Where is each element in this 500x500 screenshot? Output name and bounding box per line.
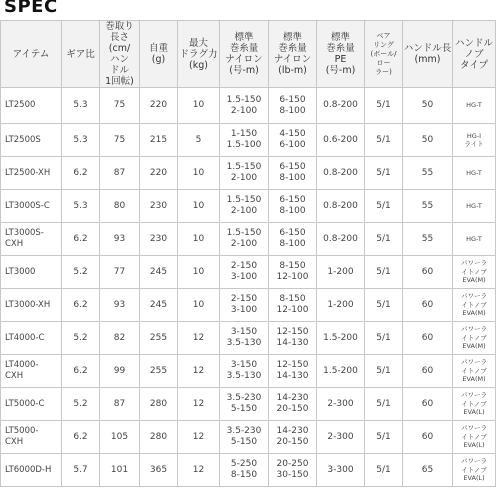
table-cell: 5.3 [62,124,100,157]
table-cell: 6-150 8-100 [269,223,317,256]
table-cell: 99 [100,355,140,388]
column-header: アイテム [1,21,62,88]
table-cell: 60 [403,322,453,355]
column-header: 標準 巻糸量 ナイロン (号-m) [220,21,269,88]
table-row [1,322,496,355]
table-cell: 1-200 [317,289,365,322]
table-cell: 10 [178,190,220,223]
table-cell: 6-150 8-100 [269,190,317,223]
table-cell: 230 [140,190,178,223]
table-cell: 5 [178,124,220,157]
item-name-cell: LT3000 [1,256,62,289]
table-cell: 87 [100,388,140,421]
item-name-cell: LT3000S-C [1,190,62,223]
table-cell: 80 [100,190,140,223]
table-cell: 77 [100,256,140,289]
item-name-cell: LT3000S- CXH [1,223,62,256]
table-cell: 1-150 1.5-100 [220,124,269,157]
table-cell: 93 [100,289,140,322]
table-cell: 5.2 [62,256,100,289]
table-cell: 65 [403,454,453,487]
table-cell: パワーラ イトノブ EVA(M) [453,256,496,289]
table-cell: パワーラ イトノブ EVA(L) [453,454,496,487]
table-cell: 5.3 [62,88,100,124]
item-name-cell: LT2500-XH [1,157,62,190]
table-cell: 60 [403,388,453,421]
column-header: 自重 (g) [140,21,178,88]
item-name-cell: LT5000-C [1,388,62,421]
table-cell: 5/1 [365,124,403,157]
table-cell: 12 [178,421,220,454]
table-cell: 0.8-200 [317,88,365,124]
table-cell: 105 [100,421,140,454]
table-cell: 1.5-150 2-100 [220,88,269,124]
table-row [1,256,496,289]
table-cell: 55 [403,190,453,223]
table-cell: HG-T [453,223,496,256]
table-row [1,454,496,487]
table-cell: 14-230 20-150 [269,388,317,421]
table-cell: パワーラ イトノブ EVA(L) [453,421,496,454]
table-cell: 3.5-230 5-150 [220,421,269,454]
table-cell: 12-150 14-130 [269,355,317,388]
table-cell: 6.2 [62,223,100,256]
table-cell: 60 [403,256,453,289]
table-cell: 5/1 [365,289,403,322]
spec-table-header [1,21,496,88]
column-header: 最大 ドラグ力 (kg) [178,21,220,88]
table-cell: 0.6-200 [317,124,365,157]
table-cell: 93 [100,223,140,256]
table-cell: 55 [403,157,453,190]
item-name-cell: LT2500 [1,88,62,124]
table-cell: 3-300 [317,454,365,487]
table-cell: 8-150 12-100 [269,289,317,322]
table-cell: 245 [140,256,178,289]
table-cell: 75 [100,124,140,157]
table-cell: 1.5-150 2-100 [220,157,269,190]
table-cell: 87 [100,157,140,190]
table-row [1,223,496,256]
table-cell: 10 [178,256,220,289]
table-cell: 6.2 [62,157,100,190]
table-cell: パワーラ イトノブ EVA(L) [453,388,496,421]
table-row [1,157,496,190]
table-cell: 365 [140,454,178,487]
table-cell: 230 [140,223,178,256]
table-row [1,190,496,223]
table-cell: 50 [403,124,453,157]
table-row [1,124,496,157]
table-cell: 101 [100,454,140,487]
table-cell: 10 [178,289,220,322]
table-cell: 2-300 [317,421,365,454]
item-name-cell: LT3000-XH [1,289,62,322]
table-cell: HG-I ライト [453,124,496,157]
table-cell: 5/1 [365,88,403,124]
table-cell: HG-T [453,190,496,223]
table-cell: 0.8-200 [317,190,365,223]
column-header: ギア比 [62,21,100,88]
spec-table-body [1,88,496,487]
table-cell: 2-150 3-100 [220,256,269,289]
column-header: 標準 巻糸量 PE (号-m) [317,21,365,88]
column-header: 標準 巻糸量 ナイロン (lb-m) [269,21,317,88]
table-cell: 5.3 [62,190,100,223]
table-cell: 4-150 6-100 [269,124,317,157]
table-cell: 5.2 [62,322,100,355]
table-cell: HG-T [453,88,496,124]
table-row [1,289,496,322]
table-cell: 6-150 8-100 [269,157,317,190]
table-row [1,421,496,454]
table-cell: 245 [140,289,178,322]
table-cell: 5/1 [365,421,403,454]
item-name-cell: LT2500S [1,124,62,157]
table-cell: 5.2 [62,388,100,421]
table-cell: 10 [178,157,220,190]
table-cell: 55 [403,223,453,256]
table-cell: 3-150 3.5-130 [220,355,269,388]
table-cell: 255 [140,322,178,355]
table-cell: 20-250 30-150 [269,454,317,487]
page-title: SPEC [4,0,58,17]
table-cell: 255 [140,355,178,388]
item-name-cell: LT4000-C [1,322,62,355]
table-cell: 50 [403,88,453,124]
table-cell: 3.5-230 5-150 [220,388,269,421]
table-cell: 8-150 12-100 [269,256,317,289]
table-cell: 75 [100,88,140,124]
table-cell: 1.5-200 [317,322,365,355]
table-cell: 6.2 [62,355,100,388]
table-cell: 6.2 [62,289,100,322]
table-cell: 10 [178,223,220,256]
table-cell: 6-150 8-100 [269,88,317,124]
table-cell: 12-150 14-130 [269,322,317,355]
table-cell: 1.5-200 [317,355,365,388]
table-cell: 1.5-150 2-100 [220,223,269,256]
table-cell: 1.5-150 2-100 [220,190,269,223]
table-cell: 1-200 [317,256,365,289]
column-header: 巻取り 長さ (cm/ ハン ドル 1回転) [100,21,140,88]
table-cell: 5/1 [365,454,403,487]
column-header: ハンドル ノブ タイプ [453,21,496,88]
table-cell: 5-250 8-150 [220,454,269,487]
table-cell: 215 [140,124,178,157]
table-row [1,388,496,421]
spec-table [0,20,496,487]
column-header: ベア リング (ボール/ ロー ラー) [365,21,403,88]
table-cell: 5/1 [365,355,403,388]
table-cell: 60 [403,289,453,322]
table-row [1,88,496,124]
table-cell: 5.7 [62,454,100,487]
table-row [1,355,496,388]
table-cell: 12 [178,388,220,421]
table-cell: 82 [100,322,140,355]
table-cell: 3-150 3.5-130 [220,322,269,355]
table-cell: パワーラ イトノブ EVA(M) [453,289,496,322]
table-cell: 60 [403,421,453,454]
table-cell: 5/1 [365,190,403,223]
table-cell: 5/1 [365,157,403,190]
table-cell: 6.2 [62,421,100,454]
table-cell: 0.8-200 [317,223,365,256]
table-cell: 12 [178,355,220,388]
table-cell: 280 [140,421,178,454]
table-cell: 0.8-200 [317,157,365,190]
table-cell: 2-300 [317,388,365,421]
table-cell: 14-230 20-150 [269,421,317,454]
item-name-cell: LT4000- CXH [1,355,62,388]
table-cell: 220 [140,88,178,124]
table-cell: 60 [403,355,453,388]
table-cell: 280 [140,388,178,421]
item-name-cell: LT6000D-H [1,454,62,487]
item-name-cell: LT5000- CXH [1,421,62,454]
table-cell: 5/1 [365,256,403,289]
table-cell: 12 [178,322,220,355]
table-cell: 5/1 [365,223,403,256]
table-cell: HG-T [453,157,496,190]
table-cell: 5/1 [365,388,403,421]
column-header: ハンドル長 (mm) [403,21,453,88]
table-cell: 5/1 [365,322,403,355]
table-cell: 12 [178,454,220,487]
table-cell: パワーラ イトノブ EVA(M) [453,355,496,388]
table-cell: パワーラ イトノブ EVA(M) [453,322,496,355]
header-row [1,21,496,88]
table-cell: 2-150 3-100 [220,289,269,322]
table-cell: 10 [178,88,220,124]
table-cell: 220 [140,157,178,190]
